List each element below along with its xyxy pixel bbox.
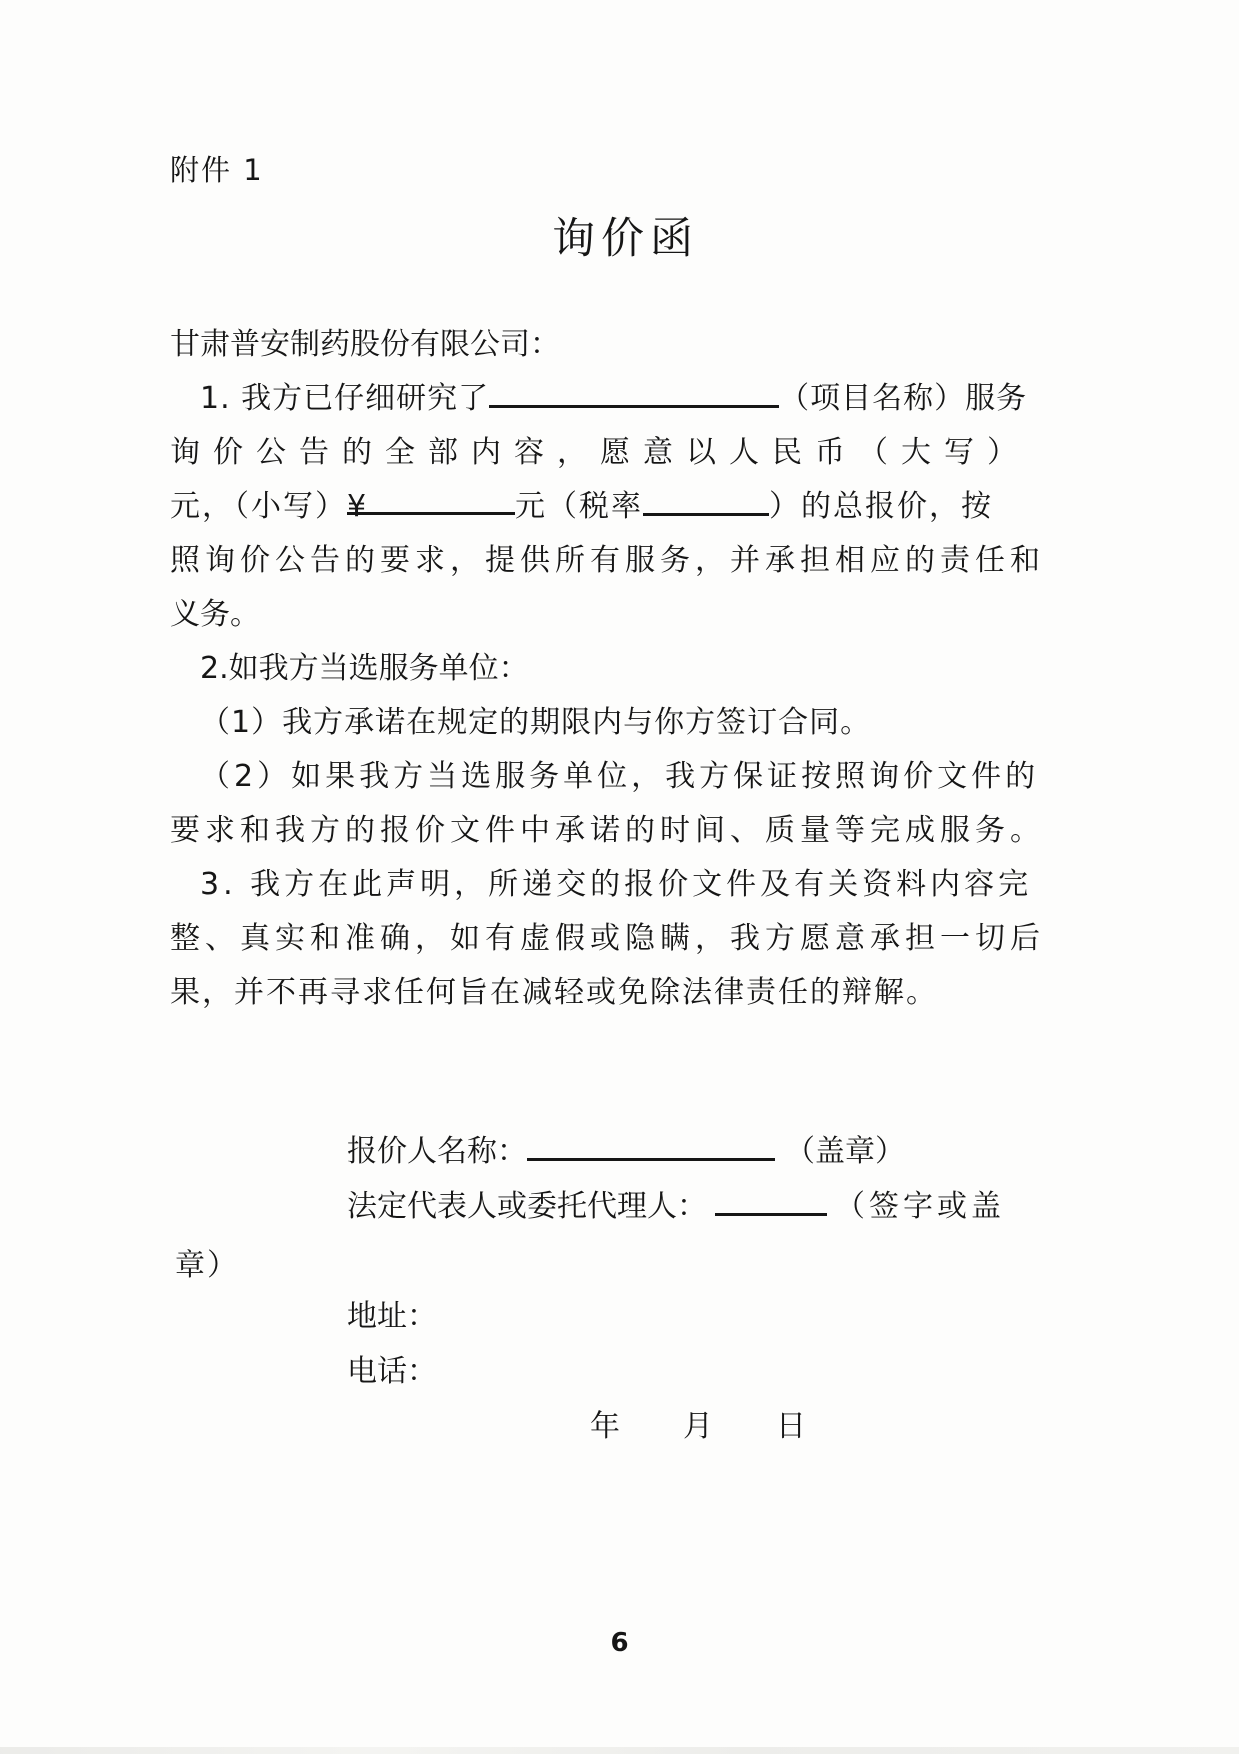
paragraph3-line1: 3. 我方在此声明，所递交的报价文件及有关资料内容完 xyxy=(200,867,1033,902)
paragraph2-heading: 2.如我方当选服务单位： xyxy=(200,651,529,686)
representative-line xyxy=(347,1179,1005,1234)
document-body xyxy=(170,318,1050,1020)
bidder-seal-note: （盖章） xyxy=(785,1134,905,1169)
representative-sign-note: （签字或盖 xyxy=(835,1189,1005,1224)
tax-rate-blank xyxy=(643,482,769,517)
scan-edge-artifact xyxy=(0,1747,1239,1754)
paragraph1-line3 xyxy=(170,480,1050,534)
paragraph1-line5: 义务。 xyxy=(170,597,260,632)
project-name-blank xyxy=(489,374,779,409)
paragraph1-line4: 照询价公告的要求，提供所有服务，并承担相应的责任和 xyxy=(170,543,1045,578)
page-number: 6 xyxy=(610,1628,629,1658)
address-line: 地址： xyxy=(347,1299,437,1334)
signature-block xyxy=(347,1124,1005,1454)
paragraph2-item2-line2: 要求和我方的报价文件中承诺的时间、质量等完成服务。 xyxy=(170,813,1045,848)
bidder-name-label: 报价人名称： xyxy=(347,1134,527,1169)
paragraph3-line2: 整、真实和准确，如有虚假或隐瞒，我方愿意承担一切后 xyxy=(170,921,1045,956)
paragraph2-item1: （1）我方承诺在规定的期限内与你方签订合同。 xyxy=(200,705,872,740)
paragraph2-item2-line1: （2）如果我方当选服务单位，我方保证按照询价文件的 xyxy=(200,759,1040,794)
bidder-name-line xyxy=(347,1124,1005,1179)
date-line: 年 月 日 xyxy=(590,1409,807,1444)
phone-line: 电话： xyxy=(347,1354,437,1389)
paragraph1-line1 xyxy=(170,372,1050,426)
representative-sign-note-wrap: 章） xyxy=(175,1248,239,1283)
p1-line3-part2: 元（税率 xyxy=(515,489,643,524)
paragraph3-line3: 果，并不再寻求任何旨在减轻或免除法律责任的辩解。 xyxy=(170,975,938,1010)
p1-line1-suffix: （项目名称）服务 xyxy=(779,381,1028,416)
paragraph1-line2: 询价公告的全部内容，愿意以人民币（大写） xyxy=(170,435,1030,470)
amount-blank: ¥ xyxy=(347,480,515,515)
representative-blank xyxy=(715,1182,827,1217)
salutation-line: 甘肃普安制药股份有限公司： xyxy=(170,327,560,362)
page-title: 询价函 xyxy=(552,214,699,264)
p1-line1-prefix: 1. 我方已仔细研究了 xyxy=(200,381,490,416)
bidder-name-blank xyxy=(527,1127,775,1162)
p1-line3-part1: 元，（小写） xyxy=(170,489,347,524)
p1-line3-part3: ）的总报价，按 xyxy=(769,489,993,524)
representative-label: 法定代表人或委托代理人： xyxy=(347,1189,707,1224)
attachment-label: 附件 1 xyxy=(170,153,264,187)
